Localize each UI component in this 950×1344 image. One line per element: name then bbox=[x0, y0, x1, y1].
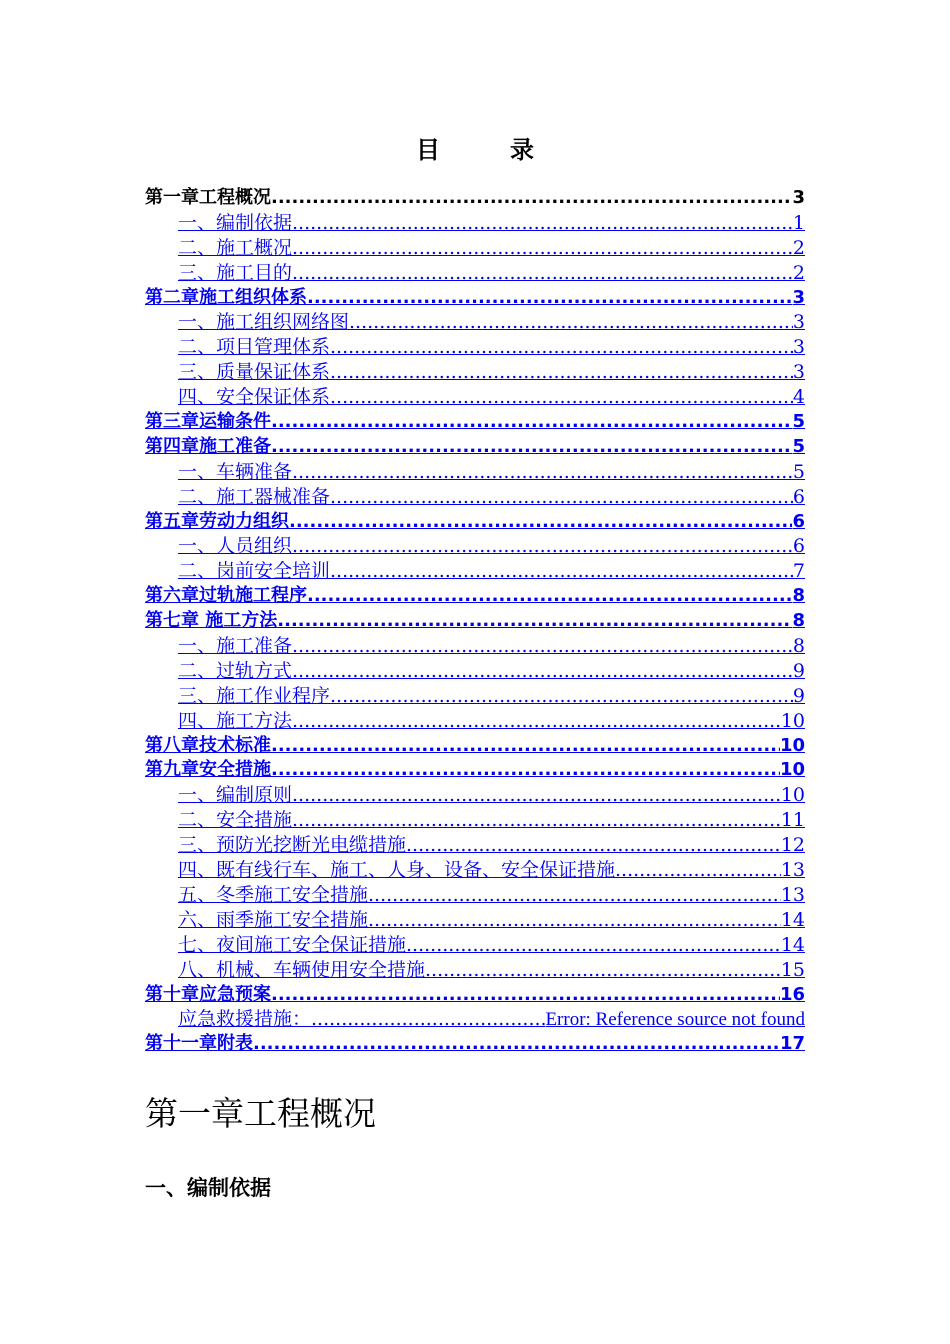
toc-page-number: 10 bbox=[780, 709, 805, 732]
toc-section-entry[interactable] bbox=[145, 833, 805, 858]
toc-section-entry[interactable] bbox=[145, 261, 805, 286]
toc-entry-text: 五、冬季施工安全措施 bbox=[178, 883, 369, 906]
toc-page-number: 10 bbox=[780, 784, 805, 807]
toc-leader-dots bbox=[292, 659, 793, 684]
toc-entry-text: 七、夜间施工安全保证措施 bbox=[178, 933, 407, 956]
toc-entry-text: 第七章 施工方法 bbox=[145, 610, 278, 632]
toc-title-char-1: 目 bbox=[416, 136, 440, 164]
toc-leader-dots bbox=[292, 634, 793, 659]
toc-leader-dots bbox=[271, 734, 780, 759]
toc-leader-dots bbox=[368, 883, 781, 908]
toc-leader-dots bbox=[368, 908, 781, 933]
toc-page-number: 6 bbox=[792, 535, 805, 558]
toc-leader-dots bbox=[271, 983, 780, 1008]
toc-leader-dots bbox=[330, 559, 793, 584]
toc-leader-dots bbox=[289, 510, 792, 535]
toc-page-number: 13 bbox=[780, 859, 805, 882]
toc-section-entry[interactable] bbox=[145, 485, 805, 510]
toc-entry-text: 第四章施工准备 bbox=[145, 435, 271, 457]
toc-leader-dots bbox=[425, 958, 781, 983]
toc-chapter-entry[interactable] bbox=[145, 286, 805, 311]
toc-leader-dots bbox=[292, 783, 781, 808]
toc-page-number: 9 bbox=[792, 659, 805, 682]
toc-chapter-entry[interactable] bbox=[145, 734, 805, 759]
toc-chapter-entry[interactable] bbox=[145, 758, 805, 783]
toc-leader-dots bbox=[406, 933, 781, 958]
toc-page-number: 13 bbox=[780, 883, 805, 906]
toc-section-entry[interactable] bbox=[145, 659, 805, 684]
table-of-contents bbox=[145, 186, 805, 1057]
toc-page-number: 14 bbox=[780, 908, 805, 931]
toc-page-number: 5 bbox=[792, 460, 805, 483]
toc-page-number: 5 bbox=[792, 435, 805, 457]
toc-section-entry[interactable] bbox=[145, 783, 805, 808]
toc-section-entry[interactable] bbox=[145, 684, 805, 709]
toc-page-number: 11 bbox=[780, 809, 805, 832]
toc-chapter-entry[interactable] bbox=[145, 435, 805, 460]
toc-section-entry[interactable] bbox=[145, 360, 805, 385]
toc-section-entry[interactable] bbox=[145, 1007, 805, 1032]
toc-section-entry[interactable] bbox=[145, 559, 805, 584]
toc-section-entry[interactable] bbox=[145, 958, 805, 983]
toc-section-entry[interactable] bbox=[145, 460, 805, 485]
toc-chapter-entry[interactable] bbox=[145, 1032, 805, 1057]
toc-entry-text: 二、岗前安全培训 bbox=[178, 560, 331, 583]
toc-entry-text: 一、人员组织 bbox=[178, 535, 293, 558]
toc-page-number: 3 bbox=[792, 187, 805, 208]
toc-entry-text: 一、施工组织网络图 bbox=[178, 311, 350, 334]
toc-section-entry[interactable] bbox=[145, 858, 805, 883]
toc-section-entry[interactable] bbox=[145, 908, 805, 933]
toc-entry-text: 一、施工准备 bbox=[178, 635, 293, 658]
toc-entry-text: 四、施工方法 bbox=[178, 709, 293, 732]
toc-page-number: 2 bbox=[792, 261, 805, 284]
toc-entry-text: 三、预防光挖断光电缆措施 bbox=[178, 834, 407, 857]
toc-section-entry[interactable] bbox=[145, 385, 805, 410]
toc-entry-text: 六、雨季施工安全措施 bbox=[178, 908, 369, 931]
toc-section-entry[interactable] bbox=[145, 933, 805, 958]
toc-leader-dots bbox=[271, 435, 792, 460]
toc-page-number: 1 bbox=[792, 211, 805, 234]
toc-chapter-entry bbox=[145, 186, 805, 211]
toc-page-number: 8 bbox=[792, 610, 805, 632]
toc-entry-text: 第十一章附表 bbox=[145, 1033, 253, 1055]
toc-section-entry[interactable] bbox=[145, 709, 805, 734]
toc-entry-text: 二、安全措施 bbox=[178, 809, 293, 832]
toc-page-number: 12 bbox=[780, 834, 805, 857]
toc-page-number: 3 bbox=[792, 361, 805, 384]
toc-page-number: 10 bbox=[779, 734, 805, 756]
toc-leader-dots bbox=[330, 360, 793, 385]
toc-entry-text: 四、既有线行车、施工、人身、设备、安全保证措施 bbox=[178, 859, 616, 882]
toc-page-number: 9 bbox=[792, 684, 805, 707]
toc-entry-text: 第三章运输条件 bbox=[145, 411, 271, 433]
toc-page-number: 14 bbox=[780, 933, 805, 956]
toc-entry-text: 第九章安全措施 bbox=[145, 759, 271, 781]
toc-entry-text: 二、过轨方式 bbox=[178, 659, 293, 682]
toc-section-entry[interactable] bbox=[145, 534, 805, 559]
toc-entry-text: 三、施工目的 bbox=[178, 261, 293, 284]
toc-entry-text: 第一章工程概况 bbox=[145, 187, 271, 208]
toc-leader-dots bbox=[307, 584, 792, 609]
toc-leader-dots bbox=[292, 534, 793, 559]
toc-leader-dots bbox=[292, 261, 793, 286]
toc-leader-dots bbox=[292, 211, 793, 236]
toc-leader-dots bbox=[349, 310, 793, 335]
toc-section-entry[interactable] bbox=[145, 236, 805, 261]
toc-entry-text: 一、编制原则 bbox=[178, 784, 293, 807]
section-heading: 一、编制依据 bbox=[145, 1176, 271, 1200]
toc-title bbox=[0, 130, 950, 165]
toc-chapter-entry[interactable] bbox=[145, 410, 805, 435]
toc-entry-text: 一、编制依据 bbox=[178, 211, 293, 234]
toc-leader-dots bbox=[253, 1032, 780, 1057]
toc-entry-text: 应急救援措施： bbox=[178, 1008, 312, 1031]
toc-entry-text: 第五章劳动力组织 bbox=[145, 510, 289, 532]
toc-leader-dots bbox=[292, 460, 793, 485]
toc-leader-dots bbox=[271, 410, 792, 435]
toc-page-number: 16 bbox=[779, 983, 805, 1005]
toc-entry-text: 二、施工器械准备 bbox=[178, 485, 331, 508]
toc-page-number: 3 bbox=[792, 286, 805, 308]
toc-page-number: 8 bbox=[792, 635, 805, 658]
toc-page-number: 6 bbox=[792, 485, 805, 508]
toc-leader-dots bbox=[292, 236, 793, 261]
toc-leader-dots bbox=[277, 609, 792, 634]
toc-leader-dots bbox=[330, 385, 793, 410]
toc-page-number: 6 bbox=[792, 510, 805, 532]
toc-title-char-2: 录 bbox=[510, 136, 534, 164]
toc-leader-dots bbox=[330, 684, 793, 709]
toc-page-number: 17 bbox=[779, 1033, 805, 1055]
toc-chapter-entry[interactable] bbox=[145, 584, 805, 609]
toc-leader-dots bbox=[330, 485, 793, 510]
toc-entry-text: 三、施工作业程序 bbox=[178, 684, 331, 707]
toc-leader-dots bbox=[307, 286, 792, 311]
toc-chapter-entry[interactable] bbox=[145, 983, 805, 1008]
toc-leader-dots bbox=[615, 858, 781, 883]
toc-page-number: 4 bbox=[792, 386, 805, 409]
toc-leader-dots bbox=[292, 709, 781, 734]
toc-entry-text: 第六章过轨施工程序 bbox=[145, 585, 307, 607]
toc-section-entry[interactable] bbox=[145, 335, 805, 360]
toc-leader-dots bbox=[330, 335, 793, 360]
toc-page-number: 3 bbox=[792, 311, 805, 334]
toc-entry-text: 二、施工概况 bbox=[178, 236, 293, 259]
toc-page-number: 5 bbox=[792, 411, 805, 433]
toc-entry-text: 第八章技术标准 bbox=[145, 734, 271, 756]
toc-entry-text: 八、机械、车辆使用安全措施 bbox=[178, 958, 426, 981]
toc-leader-dots bbox=[311, 1007, 545, 1032]
toc-chapter-entry[interactable] bbox=[145, 510, 805, 535]
toc-entry-text: 第二章施工组织体系 bbox=[145, 286, 307, 308]
toc-page-number: 10 bbox=[779, 759, 805, 781]
toc-leader-dots bbox=[271, 758, 780, 783]
chapter-heading: 第一章工程概况 bbox=[145, 1094, 376, 1133]
toc-page-number: Error: Reference source not found bbox=[545, 1009, 805, 1031]
toc-entry-text: 三、质量保证体系 bbox=[178, 361, 331, 384]
toc-leader-dots bbox=[292, 808, 781, 833]
toc-chapter-entry[interactable] bbox=[145, 609, 805, 634]
toc-leader-dots bbox=[406, 833, 781, 858]
toc-page-number: 8 bbox=[792, 585, 805, 607]
toc-section-entry[interactable] bbox=[145, 634, 805, 659]
toc-leader-dots bbox=[271, 186, 792, 211]
toc-entry-text: 一、车辆准备 bbox=[178, 460, 293, 483]
toc-section-entry[interactable] bbox=[145, 808, 805, 833]
toc-entry-text: 二、项目管理体系 bbox=[178, 336, 331, 359]
toc-page-number: 2 bbox=[792, 236, 805, 259]
toc-page-number: 7 bbox=[792, 560, 805, 583]
toc-entry-text: 第十章应急预案 bbox=[145, 983, 271, 1005]
toc-entry-text: 四、安全保证体系 bbox=[178, 386, 331, 409]
toc-section-entry[interactable] bbox=[145, 883, 805, 908]
toc-section-entry[interactable] bbox=[145, 310, 805, 335]
toc-section-entry[interactable] bbox=[145, 211, 805, 236]
toc-page-number: 3 bbox=[792, 336, 805, 359]
toc-page-number: 15 bbox=[780, 958, 805, 981]
